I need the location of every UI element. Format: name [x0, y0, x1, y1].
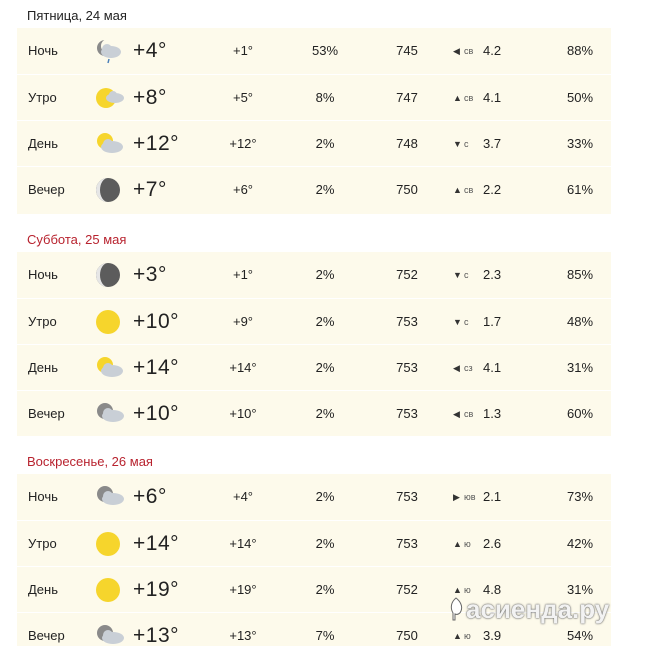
precipitation: 2%: [315, 582, 335, 597]
feels-like: +19°: [229, 582, 257, 597]
time-of-day: День: [28, 136, 58, 151]
feels-like: +6°: [232, 182, 254, 197]
time-of-day: Ночь: [28, 489, 58, 504]
pressure: 753: [396, 489, 418, 504]
wind-arrow-icon: ▲: [453, 185, 462, 195]
temperature: +13°: [133, 624, 180, 647]
day-title: Пятница, 24 мая: [27, 8, 127, 23]
precipitation: 2%: [315, 136, 335, 151]
time-of-day: День: [28, 360, 58, 375]
time-of-day: Ночь: [28, 267, 58, 282]
forecast-row: [17, 474, 611, 520]
wind-direction: с: [464, 317, 469, 327]
temperature: +3°: [133, 263, 167, 286]
feels-like: +4°: [232, 489, 254, 504]
precipitation: 2%: [315, 182, 335, 197]
forecast-row: [17, 120, 611, 167]
moon-cloud-icon: [93, 613, 127, 659]
forecast-row: [17, 520, 611, 567]
wind-direction: юв: [464, 492, 476, 502]
day-title: Воскресенье, 26 мая: [27, 454, 153, 469]
forecast-row: [17, 74, 611, 121]
feels-like: +5°: [232, 90, 254, 105]
humidity: 50%: [566, 90, 594, 105]
precipitation: 53%: [311, 43, 339, 58]
feels-like: +14°: [229, 536, 257, 551]
wind-arrow-icon: ◀: [453, 409, 460, 419]
feels-like: +10°: [229, 406, 257, 421]
day-forecast-block: [17, 28, 611, 214]
humidity: 60%: [566, 406, 594, 421]
wind-speed: 1.3: [483, 406, 502, 421]
wind-direction: св: [464, 409, 474, 419]
pressure: 750: [396, 182, 418, 197]
pressure: 752: [396, 267, 418, 282]
watermark-logo-icon: [447, 596, 465, 622]
wind-speed: 4.8: [483, 582, 502, 597]
moon-cloud-icon: [93, 391, 127, 437]
wind-direction: с: [464, 270, 469, 280]
time-of-day: Утро: [28, 536, 57, 551]
pressure: 753: [396, 536, 418, 551]
sun-cloud-icon: [93, 121, 127, 167]
humidity: 33%: [566, 136, 594, 151]
wind-speed: 3.9: [483, 628, 502, 643]
precipitation: 2%: [315, 536, 335, 551]
temperature: +14°: [133, 532, 180, 555]
humidity: 54%: [566, 628, 594, 643]
wind-speed: 4.1: [483, 90, 502, 105]
temperature: +10°: [133, 310, 180, 333]
pressure: 750: [396, 628, 418, 643]
precipitation: 2%: [315, 489, 335, 504]
temperature: +6°: [133, 485, 167, 508]
wind-speed: 2.3: [483, 267, 502, 282]
wind-speed: 3.7: [483, 136, 502, 151]
forecast-row: [17, 390, 611, 437]
time-of-day: День: [28, 582, 58, 597]
pressure: 753: [396, 360, 418, 375]
feels-like: +12°: [229, 136, 257, 151]
forecast-row: [17, 298, 611, 345]
precipitation: 2%: [315, 360, 335, 375]
wind-speed: 2.1: [483, 489, 502, 504]
humidity: 31%: [566, 582, 594, 597]
wind-speed: 2.6: [483, 536, 502, 551]
temperature: +7°: [133, 178, 167, 201]
wind-arrow-icon: ▲: [453, 93, 462, 103]
wind-direction: ю: [464, 631, 471, 641]
sun-cloud-icon: [93, 75, 127, 121]
wind-speed: 4.2: [483, 43, 502, 58]
pressure: 753: [396, 314, 418, 329]
wind-arrow-icon: ▲: [453, 539, 462, 549]
temperature: +4°: [133, 39, 167, 62]
wind-direction: св: [464, 185, 474, 195]
feels-like: +1°: [232, 267, 254, 282]
day-title: Суббота, 25 мая: [27, 232, 127, 247]
wind-arrow-icon: ▼: [453, 270, 462, 280]
pressure: 745: [396, 43, 418, 58]
sun-icon: [93, 567, 127, 613]
pressure: 747: [396, 90, 418, 105]
time-of-day: Вечер: [28, 628, 65, 643]
temperature: +14°: [133, 356, 180, 379]
humidity: 42%: [566, 536, 594, 551]
forecast-row: [17, 28, 611, 74]
humidity: 73%: [566, 489, 594, 504]
feels-like: +13°: [229, 628, 257, 643]
wind-direction: ю: [464, 585, 471, 595]
humidity: 85%: [566, 267, 594, 282]
humidity: 61%: [566, 182, 594, 197]
forecast-row: [17, 166, 611, 213]
precipitation: 7%: [315, 628, 335, 643]
wind-speed: 1.7: [483, 314, 502, 329]
temperature: +8°: [133, 86, 167, 109]
wind-direction: сз: [464, 363, 473, 373]
precipitation: 2%: [315, 267, 335, 282]
wind-arrow-icon: ◀: [453, 363, 460, 373]
wind-direction: с: [464, 139, 469, 149]
time-of-day: Вечер: [28, 406, 65, 421]
wind-arrow-icon: ◀: [453, 46, 460, 56]
forecast-row: [17, 344, 611, 391]
forecast-row: [17, 252, 611, 298]
time-of-day: Утро: [28, 314, 57, 329]
sun-icon: [93, 521, 127, 567]
wind-arrow-icon: ▲: [453, 631, 462, 641]
wind-arrow-icon: ▶: [453, 492, 460, 502]
humidity: 88%: [566, 43, 594, 58]
day-forecast-block: [17, 252, 611, 436]
wind-arrow-icon: ▲: [453, 585, 462, 595]
watermark: асиенда.ру: [466, 594, 610, 624]
pressure: 748: [396, 136, 418, 151]
wind-direction: св: [464, 46, 474, 56]
moon-icon: [93, 252, 127, 298]
pressure: 752: [396, 582, 418, 597]
precipitation: 2%: [315, 406, 335, 421]
time-of-day: Вечер: [28, 182, 65, 197]
moon-icon: [93, 167, 127, 213]
time-of-day: Утро: [28, 90, 57, 105]
wind-direction: св: [464, 93, 474, 103]
moon-cloud-icon: [93, 474, 127, 520]
cloud-rain-moon-icon: [93, 28, 127, 74]
temperature: +10°: [133, 402, 180, 425]
pressure: 753: [396, 406, 418, 421]
wind-arrow-icon: ▼: [453, 317, 462, 327]
wind-direction: ю: [464, 539, 471, 549]
humidity: 48%: [566, 314, 594, 329]
precipitation: 8%: [315, 90, 335, 105]
wind-speed: 4.1: [483, 360, 502, 375]
temperature: +12°: [133, 132, 180, 155]
precipitation: 2%: [315, 314, 335, 329]
temperature: +19°: [133, 578, 180, 601]
feels-like: +14°: [229, 360, 257, 375]
time-of-day: Ночь: [28, 43, 58, 58]
wind-arrow-icon: ▼: [453, 139, 462, 149]
feels-like: +1°: [232, 43, 254, 58]
feels-like: +9°: [232, 314, 254, 329]
humidity: 31%: [566, 360, 594, 375]
sun-cloud-icon: [93, 345, 127, 391]
wind-speed: 2.2: [483, 182, 502, 197]
sun-icon: [93, 299, 127, 345]
